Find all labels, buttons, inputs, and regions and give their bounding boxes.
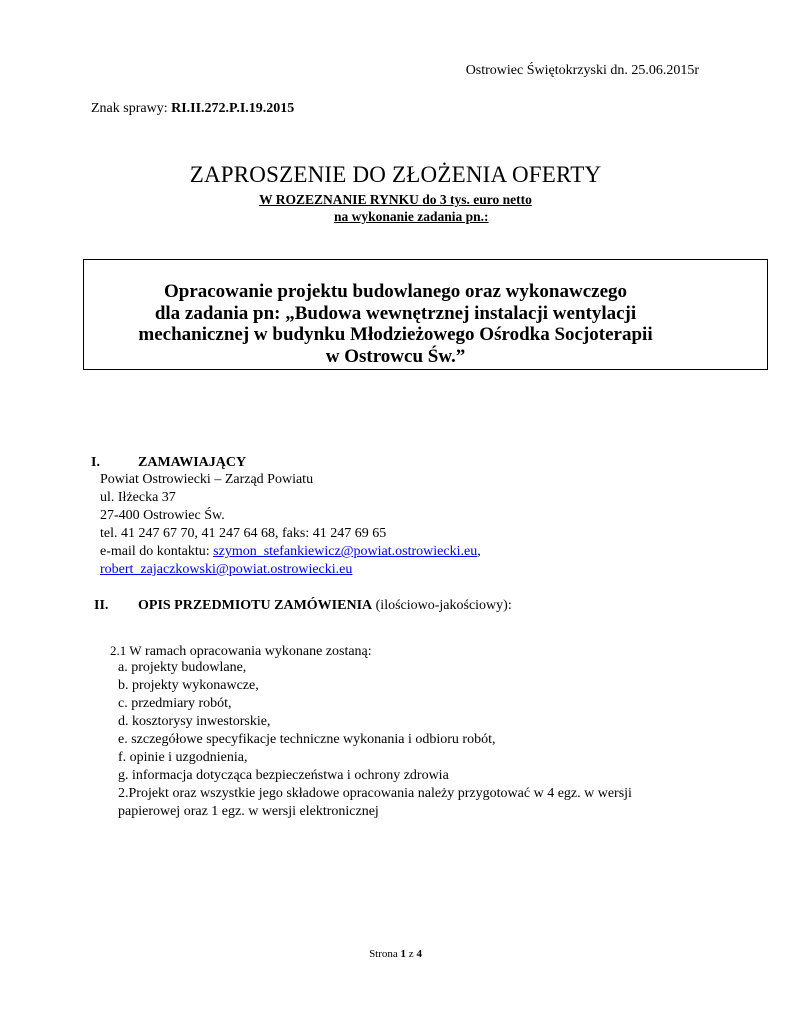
- scope-item: e. szczegółowe specyfikacje techniczne wykonania i odbioru robót,: [118, 732, 496, 747]
- orderer-name: Powiat Ostrowiecki – Zarząd Powiatu: [100, 472, 314, 487]
- section-2-heading: [138, 598, 512, 614]
- project-title: [83, 281, 708, 367]
- footer-middle: z: [406, 948, 417, 960]
- orderer-email-line-2: [100, 562, 352, 578]
- project-title-line: mechanicznej w budynku Młodzieżowego Ośrodka Socjoterapii: [138, 324, 653, 345]
- footer-page-number: 1: [400, 948, 407, 960]
- case-reference-label: Znak sprawy:: [91, 101, 172, 116]
- scope-intro-text: ramach opracowania wykonane zostaną:: [141, 644, 372, 659]
- scope-item: c. przedmiary robót,: [118, 696, 232, 711]
- project-title-line: dla zadania pn: „Budowa wewnętrznej instalacji wentylacji: [154, 302, 637, 324]
- case-reference: [91, 101, 294, 117]
- orderer-city: 27-400 Ostrowiec Św.: [100, 508, 225, 523]
- section-2-title-suffix: (ilościowo-jakościowy):: [372, 598, 512, 613]
- project-title-line: Opracowanie projektu budowlanego oraz wykonawczego: [163, 281, 628, 302]
- scope-intro: [110, 643, 372, 660]
- copies-requirement-line-1: 2.Projekt oraz wszystkie jego składowe opracowania należy przygotować w 4 egz. w wersji: [118, 786, 632, 801]
- project-title-line: w Ostrowcu Św.”: [325, 345, 466, 367]
- document-date: Ostrowiec Świętokrzyski dn. 25.06.2015r: [465, 63, 699, 78]
- email-separator: ,: [477, 544, 481, 559]
- scope-intro-w: W: [129, 643, 142, 658]
- scope-item: d. kosztorysy inwestorskie,: [118, 714, 271, 729]
- section-1-number: I.: [91, 455, 100, 470]
- section-2-number: II.: [94, 598, 109, 613]
- scope-item: g. informacja dotycząca bezpieczeństwa i ochrony zdrowia: [118, 768, 449, 783]
- email-link-szymon[interactable]: szymon_stefankiewicz@powiat.ostrowiecki.eu: [213, 544, 478, 559]
- orderer-phone: tel. 41 247 67 70, 41 247 64 68, faks: 41 247 69 65: [100, 526, 387, 541]
- section-2-title: OPIS PRZEDMIOTU ZAMÓWIENIA: [138, 598, 373, 613]
- footer-prefix: Strona: [369, 948, 401, 960]
- document-title: ZAPROSZENIE DO ZŁOŻENIA OFERTY: [189, 162, 602, 187]
- scope-item: a. projekty budowlane,: [118, 660, 247, 675]
- scope-item: f. opinie i uzgodnienia,: [118, 750, 248, 765]
- section-1-title: ZAMAWIAJĄCY: [138, 455, 247, 470]
- scope-intro-number: 2.1: [110, 643, 130, 658]
- copies-requirement-line-2: papierowej oraz 1 egz. w wersji elektronicznej: [118, 804, 379, 819]
- case-reference-number: RI.II.272.P.I.19.2015: [171, 101, 295, 116]
- footer-page-total: 4: [416, 948, 422, 960]
- email-label: e-mail do kontaktu:: [100, 544, 214, 559]
- email-link-robert[interactable]: robert_zajaczkowski@powiat.ostrowiecki.eu: [100, 562, 353, 577]
- document-subtitle: W ROZEZNANIE RYNKU do 3 tys. euro netto: [259, 192, 532, 207]
- orderer-street: ul. Iłżecka 37: [100, 490, 176, 505]
- scope-item: b. projekty wykonawcze,: [118, 678, 259, 693]
- orderer-email-line: [100, 544, 481, 560]
- page-footer: [0, 948, 791, 960]
- document-subtitle-task: na wykonanie zadania pn.:: [334, 209, 489, 224]
